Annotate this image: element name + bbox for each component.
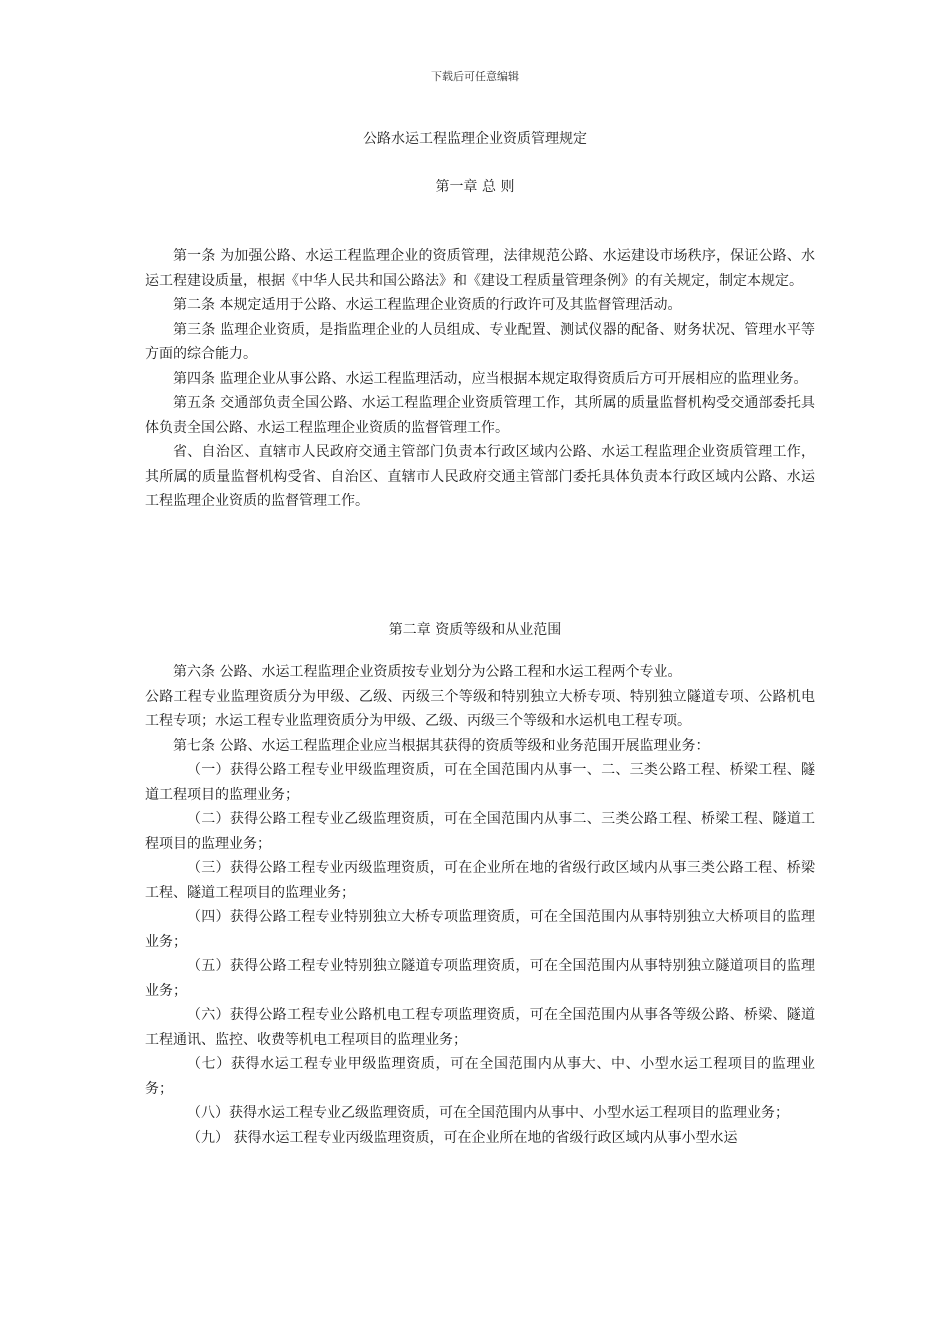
article-2: 第二条 本规定适用于公路、水运工程监理企业资质的行政许可及其监督管理活动。: [173, 297, 682, 313]
article-7-item-6: （六）获得公路工程专业公路机电工程专项监理资质，可在全国范围内从事各等级公路、桥梁、隧道工程通讯、监控、收费等机电工程项目的监理业务；: [145, 1007, 815, 1048]
article-5: 第五条 交通部负责全国公路、水运工程监理企业资质管理工作，其所属的质量监督机构受交通部委托具体负责全国公路、水运工程监理企业资质的监督管理工作。: [145, 395, 815, 436]
article-7-item-7: （七）获得水运工程专业甲级监理资质，可在全国范围内从事大、中、小型水运工程项目的监理业务；: [145, 1056, 815, 1097]
document-title: 公路水运工程监理企业资质管理规定: [363, 131, 587, 147]
article-4: 第四条 监理企业从事公路、水运工程监理活动，应当根据本规定取得资质后方可开展相应的监理业务。: [173, 370, 808, 387]
article-6-continued: 公路工程专业监理资质分为甲级、乙级、丙级三个等级和特别独立大桥专项、特别独立隧道专项、公路机电工程专项；水运工程专业监理资质分为甲级、乙级、丙级三个等级和水运机电工程专项。: [145, 688, 815, 729]
article-1: 第一条 为加强公路、水运工程监理企业的资质管理，法律规范公路、水运建设市场秩序，保证公路、水运工程建设质量，根据《中华人民共和国公路法》和《建设工程质量管理条例》的有关规定，制定本规定。: [145, 248, 815, 289]
article-5-provincial: 省、自治区、直辖市人民政府交通主管部门负责本行政区域内公路、水运工程监理企业资质管理工作，其所属的质量监督机构受省、自治区、直辖市人民政府交通主管部门委托具体负责本行政区域内公路、水运工程监理企业资质的监督管理工作。: [145, 444, 815, 509]
article-7-item-8: （八）获得水运工程专业乙级监理资质，可在全国范围内从事中、小型水运工程项目的监理业务；: [187, 1105, 789, 1121]
article-6: 第六条 公路、水运工程监理企业资质按专业划分为公路工程和水运工程两个专业。: [173, 664, 682, 680]
page-header: 下载后可任意编辑: [431, 70, 519, 83]
article-7-item-1: （一）获得公路工程专业甲级监理资质，可在全国范围内从事一、二、三类公路工程、桥梁工程、隧道工程项目的监理业务；: [145, 762, 815, 803]
article-7-item-4: （四）获得公路工程专业特别独立大桥专项监理资质，可在全国范围内从事特别独立大桥项目的监理业务；: [145, 909, 815, 950]
article-7-item-9: （九） 获得水运工程专业丙级监理资质，可在企业所在地的省级行政区域内从事小型水运: [187, 1129, 738, 1146]
article-7: 第七条 公路、水运工程监理企业应当根据其获得的资质等级和业务范围开展监理业务：: [173, 737, 710, 754]
chapter-1-body: [145, 244, 815, 514]
article-7-item-3: （三）获得公路工程专业丙级监理资质，可在企业所在地的省级行政区域内从事三类公路工程、桥梁工程、隧道工程项目的监理业务；: [145, 860, 815, 901]
article-7-item-5: （五）获得公路工程专业特别独立隧道专项监理资质，可在全国范围内从事特别独立隧道项目的监理业务；: [145, 958, 815, 999]
article-7-item-2: （二）获得公路工程专业乙级监理资质，可在全国范围内从事二、三类公路工程、桥梁工程、隧道工程项目的监理业务；: [145, 811, 815, 852]
article-3: 第三条 监理企业资质，是指监理企业的人员组成、专业配置、测试仪器的配备、财务状况、管理水平等方面的综合能力。: [145, 321, 815, 362]
chapter-2-body: [145, 660, 815, 1150]
chapter-1-title: 第一章 总 则: [435, 179, 515, 195]
chapter-2-title: 第二章 资质等级和从业范围: [388, 622, 562, 638]
